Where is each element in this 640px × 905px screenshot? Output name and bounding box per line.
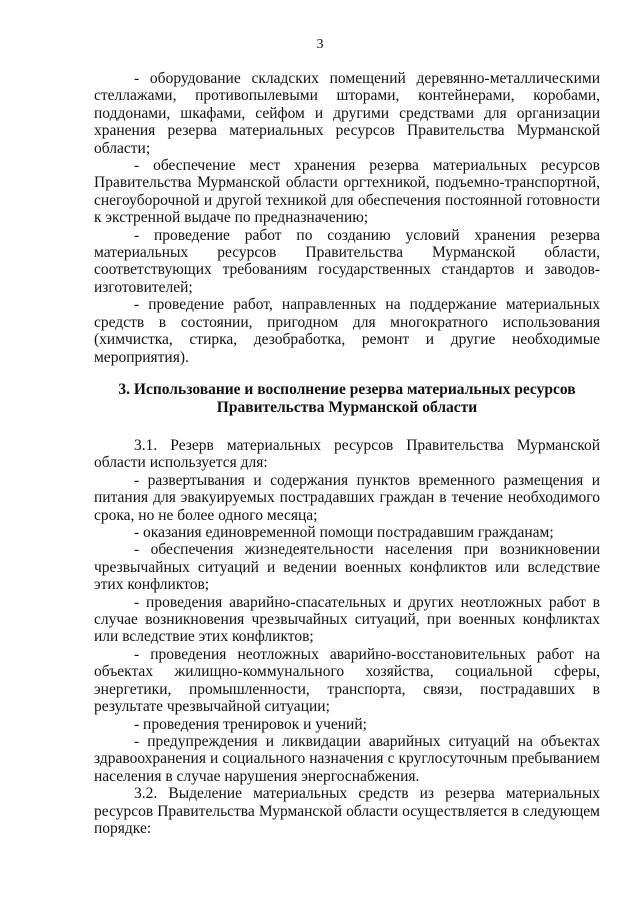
list-item: - проведение работ по созданию условий хранения резерва материальных ресурсов Правительства Мурманской области, соответствующих требованиям государственных стандартов и заводов-изготовителей;	[94, 226, 600, 296]
list-item: - предупреждения и ликвидации аварийных ситуаций на объектах здравоохранения и социального назначения с круглосуточным пребыванием населения в случае нарушения энергоснабжения.	[94, 732, 600, 785]
list-reserve-usage	[94, 437, 600, 837]
list-item: - развертывания и содержания пунктов временного размещения и питания для эвакуируемых пострадавших граждан в течение необходимого срока, но не более одного месяца;	[94, 471, 600, 524]
list-item: - оказания единовременной помощи пострадавшим гражданам;	[134, 524, 554, 542]
section-heading-line: 3. Использование и восполнение резерва материальных ресурсов	[118, 381, 576, 398]
list-item: - проведения тренировок и учений;	[134, 715, 367, 733]
list-item: - проведения аварийно-спасательных и других неотложных работ в случае возникновения чрезвычайных ситуаций, при военных конфликтах или вследствие этих конфликтов;	[94, 593, 600, 646]
section-heading-line: Правительства Мурманской области	[216, 399, 478, 416]
clause-3-1: 3.1. Резерв материальных ресурсов Правительства Мурманской области используется для:	[94, 437, 600, 472]
clause-3-2: 3.2. Выделение материальных средств из резерва материальных ресурсов Правительства Мурманской области осуществляется в следующем порядке:	[94, 785, 600, 837]
page-number: 3	[316, 37, 324, 52]
list-item: - обеспечения жизнедеятельности населения при возникновении чрезвычайных ситуаций и ведении военных конфликтов или вследствие этих конфликтов;	[94, 541, 600, 594]
list-item: - обеспечение мест хранения резерва материальных ресурсов Правительства Мурманской области оргтехникой, подъемно-транспортной, снегоуборочной и другой техникой для обеспечения постоянной готовности к экстренной выдаче по предназначению;	[94, 157, 600, 227]
list-item: - проведения неотложных аварийно-восстановительных работ на объектах жилищно-коммунального хозяйства, социальной сферы, энергетики, промышленности, транспорта, связи, пострадавших в результате чрезвычайной ситуации;	[94, 645, 600, 716]
list-storage-measures	[94, 70, 600, 366]
list-item: - проведение работ, направленных на поддержание материальных средств в состоянии, пригодном для многократного использования (химчистка, стирка, дезобработка, ремонт и другие необходимые мероприятия).	[94, 296, 600, 366]
section-3-heading	[94, 381, 600, 417]
list-item: - оборудование складских помещений деревянно-металлическими стеллажами, противопылевыми шторами, контейнерами, коробами, поддонами, шкафами, сейфом и другими средствами для организации хранения резерва материальных ресурсов Правительства Мурманской области;	[94, 70, 600, 157]
